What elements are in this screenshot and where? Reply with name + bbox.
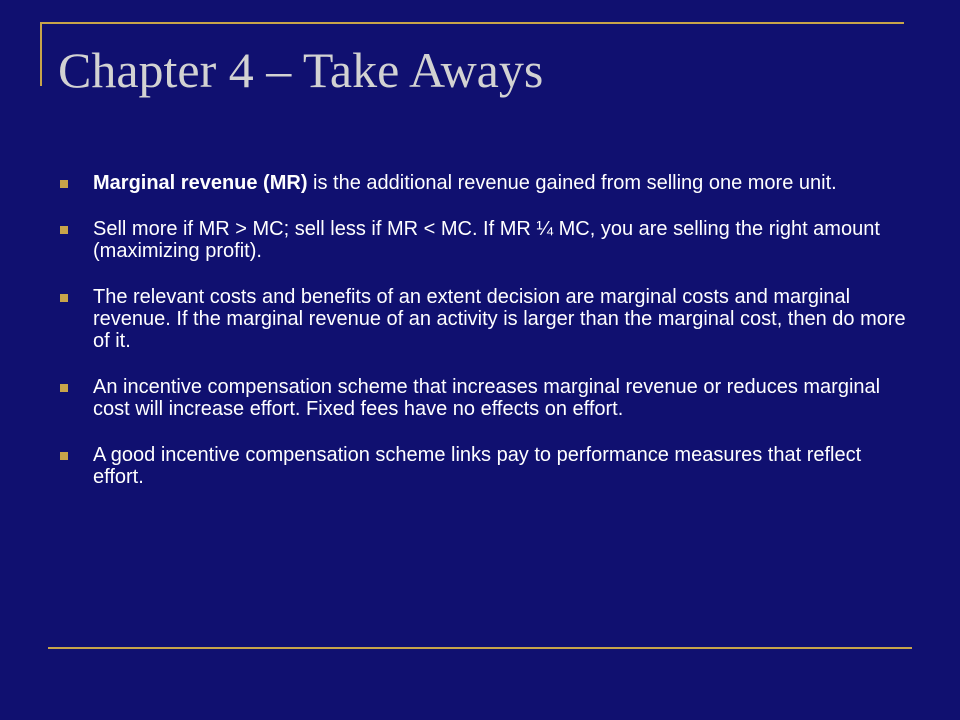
bullet-text	[93, 172, 837, 194]
square-bullet-icon	[60, 452, 68, 460]
top-divider-line	[40, 22, 904, 24]
bullet-item	[58, 444, 908, 488]
bullet-text	[93, 444, 861, 488]
bullet-item	[58, 218, 908, 262]
bottom-divider-line	[48, 647, 912, 649]
bullet-body: is the additional revenue gained from selling one more unit.	[307, 172, 837, 194]
bullet-item	[58, 286, 908, 352]
square-bullet-icon	[60, 180, 68, 188]
bullet-text	[93, 286, 906, 352]
bullet-text	[93, 218, 880, 262]
bullet-body: Sell more if MR > MC; sell less if MR < MC. If MR ¼ MC, you are selling the right amount (maximizing profit).	[93, 218, 880, 262]
bullet-body: The relevant costs and benefits of an extent decision are marginal costs and marginal revenue. If the marginal revenue of an activity is larger than the marginal cost, then do more of it.	[93, 286, 906, 352]
bullet-body: An incentive compensation scheme that increases marginal revenue or reduces marginal cost will increase effort. Fixed fees have no effects on effort.	[93, 376, 881, 420]
square-bullet-icon	[60, 294, 68, 302]
bullet-text	[93, 376, 880, 420]
bullet-item	[58, 376, 908, 420]
bullet-item	[58, 172, 908, 194]
bullet-list	[58, 172, 908, 512]
left-accent-line	[40, 22, 42, 86]
square-bullet-icon	[60, 384, 68, 392]
bullet-body: A good incentive compensation scheme links pay to performance measures that reflect effort.	[93, 444, 862, 488]
bullet-bold-term: Marginal revenue (MR)	[93, 172, 308, 194]
square-bullet-icon	[60, 226, 68, 234]
slide-title: Chapter 4 – Take Aways	[58, 42, 544, 98]
